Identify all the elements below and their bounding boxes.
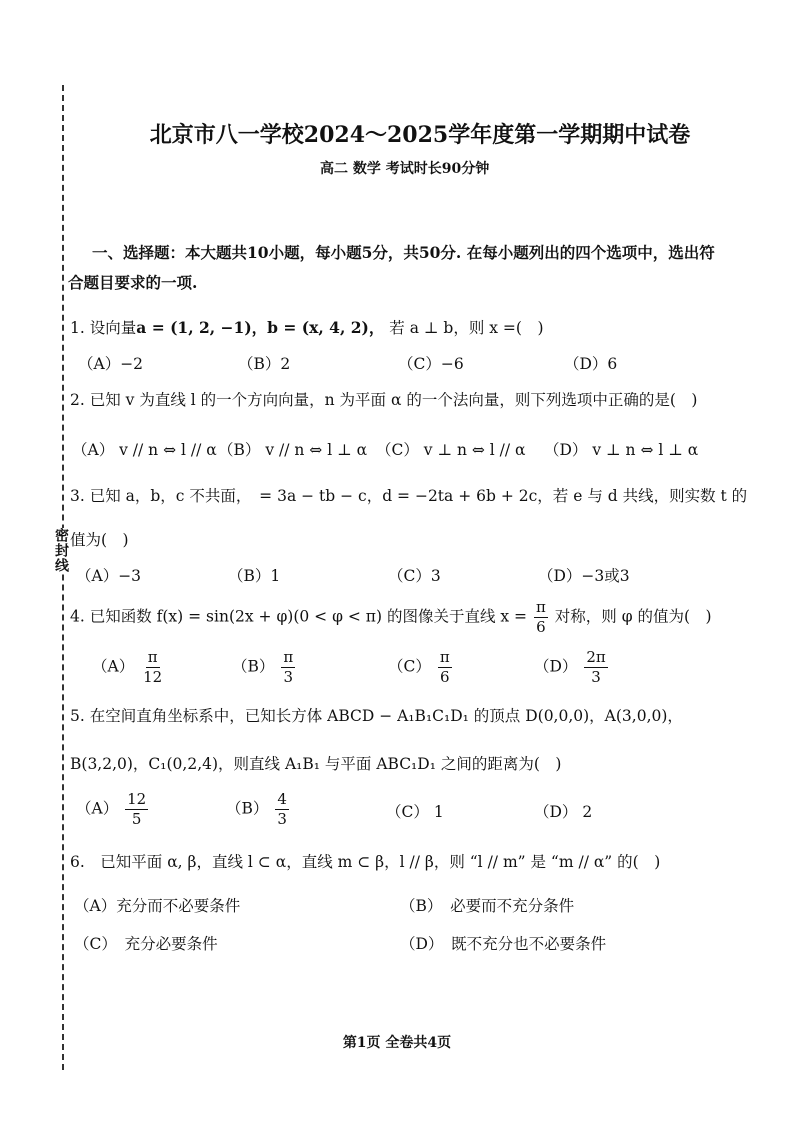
q3-option-a[interactable]: （A）−3	[76, 567, 142, 585]
q2-option-b[interactable]: （B） v // n ⇔ l ⊥ α	[218, 441, 368, 459]
q4-option-c[interactable]: （C） $\frac{\pi}{6}$	[388, 648, 450, 686]
question-5: 5. 在空间直角坐标系中，已知长方体 ABCD − A₁B₁C₁D₁ 的顶点 D(0,0,0)，A(3,0,0)，	[70, 707, 683, 725]
question-3: 3. 已知 a，b，c 不共面， = 3a − tb − c，d = −2ta + 6b + 2c，若 e 与 d 共线，则实数 t 的	[70, 487, 748, 505]
question-5-cont: B(3,2,0)，C₁(0,2,4)，则直线 A₁B₁ 与平面 ABC₁D₁ 之间的距离为( )	[70, 755, 562, 773]
q3-option-d[interactable]: （D）−3或3	[538, 567, 630, 585]
question-6: 6. 已知平面 α, β，直线 l ⊂ α，直线 m ⊂ β，l // β，则 “l // m” 是 “m // α” 的( )	[70, 853, 661, 871]
question-1: 1. 设向量a = (1, 2, −1)，b = (x, 4, 2)， 若 a ⊥ b，则 x =( )	[70, 318, 544, 337]
q5-option-d[interactable]: （D） 2	[534, 803, 593, 821]
q6-option-c[interactable]: （C） 充分必要条件	[74, 935, 218, 953]
q4-fraction: $\frac{\pi}{6}$	[535, 598, 546, 636]
q5-option-a[interactable]: （A） $\frac{12}{5}$	[76, 790, 147, 828]
q6-option-b[interactable]: （B） 必要而不充分条件	[400, 897, 575, 915]
q4-option-a[interactable]: （A） $\frac{\pi}{12}$	[92, 648, 163, 686]
q6-option-a[interactable]: （A）充分而不必要条件	[74, 897, 241, 915]
q5-option-b[interactable]: （B） $\frac{4}{3}$	[226, 790, 287, 828]
exam-subtitle: 高二 数学 考试时长90分钟	[320, 161, 490, 177]
binding-label: 密封线	[53, 528, 69, 573]
q4-option-d[interactable]: （D） $\frac{2\pi}{3}$	[534, 648, 606, 686]
q5-option-c[interactable]: （C） 1	[386, 803, 444, 821]
q1-option-b[interactable]: （B）2	[238, 355, 291, 373]
q1-option-c[interactable]: （C）−6	[398, 355, 464, 373]
q1-option-a[interactable]: （A）−2	[78, 355, 144, 373]
q4-option-b[interactable]: （B） $\frac{\pi}{3}$	[232, 648, 294, 686]
q3-option-b[interactable]: （B）1	[228, 567, 281, 585]
binding-line	[62, 85, 64, 1070]
question-2: 2. 已知 v 为直线 l 的一个方向向量，n 为平面 α 的一个法向量，则下列选项中正确的是( )	[70, 391, 698, 409]
page-footer: 第1页 全卷共4页	[342, 1035, 452, 1051]
exam-title: 北京市八一学校2024～2025学年度第一学期期中试卷	[149, 122, 691, 148]
q2-option-d[interactable]: （D） v ⊥ n ⇔ l ⊥ α	[544, 441, 699, 459]
question-4: 4. 已知函数 f(x) = sin(2x + φ)(0 < φ < π) 的图像关于直线 x = $\frac{\pi}{6}$ 对称，则 φ 的值为( )	[70, 598, 712, 636]
q1-option-d[interactable]: （D）6	[564, 355, 618, 373]
q2-option-a[interactable]: （A） v // n ⇔ l // α	[72, 441, 217, 459]
q3-option-c[interactable]: （C）3	[388, 567, 441, 585]
q2-option-c[interactable]: （C） v ⊥ n ⇔ l // α	[376, 441, 526, 459]
section-heading: 一、选择题：本大题共10小题，每小题5分，共50分. 在每小题列出的四个选项中，选出符合题目要求的一项.	[68, 243, 715, 292]
question-3-cont: 值为( )	[70, 531, 129, 549]
q6-option-d[interactable]: （D） 既不充分也不必要条件	[400, 935, 607, 953]
